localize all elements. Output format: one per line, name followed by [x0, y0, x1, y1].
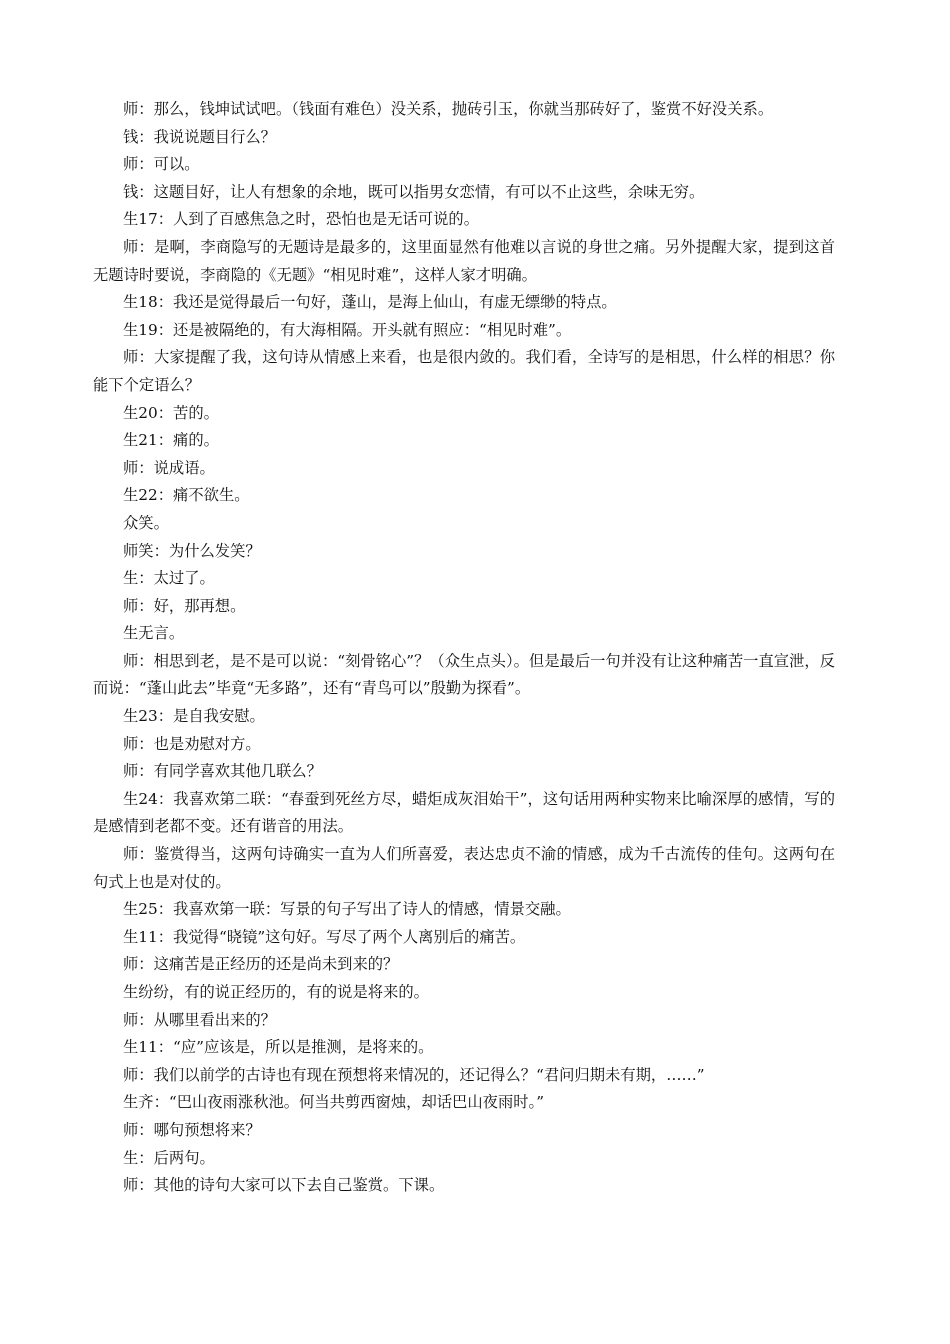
paragraph: 生20：苦的。 — [123, 403, 219, 422]
paragraph: 钱：我说说题目行么？ — [123, 127, 276, 146]
paragraph: 众笑。 — [123, 513, 169, 532]
paragraph: 师笑：为什么发笑？ — [123, 541, 261, 560]
paragraph: 师：鉴赏得当，这两句诗确实一直为人们所喜爱，表达忠贞不渝的情感，成为千古流传的佳句。这两句在句式上也是对仗的。 — [93, 845, 835, 891]
paragraph: 生17：人到了百感焦急之时，恐怕也是无话可说的。 — [123, 210, 479, 229]
paragraph: 师：可以。 — [123, 155, 200, 174]
paragraph: 师：有同学喜欢其他几联么？ — [123, 762, 322, 781]
paragraph: 师：也是劝慰对方。 — [123, 734, 261, 753]
paragraph: 师：哪句预想将来？ — [123, 1120, 261, 1139]
paragraph: 生齐：“巴山夜雨涨秋池。何当共剪西窗烛，却话巴山夜雨时。” — [123, 1093, 545, 1112]
paragraph: 师：其他的诗句大家可以下去自己鉴赏。下课。 — [123, 1176, 445, 1195]
document-body — [93, 96, 835, 1200]
paragraph: 生21：痛的。 — [123, 431, 219, 450]
paragraph: 师：那么，钱坤试试吧。（钱面有难色）没关系，抛砖引玉，你就当那砖好了，鉴赏不好没关系。 — [123, 100, 774, 118]
paragraph: 钱：这题目好，让人有想象的余地，既可以指男女恋情，有可以不止这些，余味无穷。 — [123, 182, 705, 201]
paragraph: 生23：是自我安慰。 — [123, 707, 265, 726]
paragraph: 生18：我还是觉得最后一句好，蓬山，是海上仙山，有虚无缥缈的特点。 — [123, 293, 617, 312]
paragraph: 师：是啊，李商隐写的无题诗是最多的，这里面显然有他难以言说的身世之痛。另外提醒大家，提到这首无题诗时要说，李商隐的《无题》“相见时难”，这样人家才明确。 — [93, 237, 835, 284]
paragraph: 生11：我觉得“晓镜”这句好。写尽了两个人离别后的痛苦。 — [123, 927, 526, 946]
paragraph: 师：相思到老，是不是可以说：“刻骨铭心”？（众生点头）。但是最后一句并没有让这种痛苦一直宣泄，反而说：“蓬山此去”毕竟“无多路”，还有“青鸟可以”殷勤为探看”。 — [93, 651, 835, 698]
paragraph: 师：从哪里看出来的？ — [123, 1010, 276, 1029]
paragraph: 师：说成语。 — [123, 458, 215, 477]
paragraph: 师：我们以前学的古诗也有现在预想将来情况的，还记得么？“君问归期未有期，……” — [123, 1065, 705, 1084]
paragraph: 生25：我喜欢第一联：写景的句子写出了诗人的情感，情景交融。 — [123, 900, 571, 919]
paragraph: 生22：痛不欲生。 — [123, 486, 250, 505]
paragraph: 生：太过了。 — [123, 569, 215, 588]
paragraph: 师：大家提醒了我，这句诗从情感上来看，也是很内敛的。我们看，全诗写的是相思，什么样的相思？你能下个定语么？ — [93, 348, 835, 394]
paragraph: 生11：“应”应该是，所以是推测，是将来的。 — [123, 1038, 434, 1057]
paragraph: 生无言。 — [123, 624, 185, 643]
paragraph: 师：这痛苦是正经历的还是尚未到来的？ — [123, 955, 399, 974]
paragraph: 生24：我喜欢第二联：“春蚕到死丝方尽，蜡炬成灰泪始干”，这句话用两种实物来比喻深厚的感情，写的是感情到老都不变。还有谐音的用法。 — [93, 789, 835, 836]
paragraph: 生：后两句。 — [123, 1148, 215, 1167]
paragraph: 师：好，那再想。 — [123, 596, 246, 615]
paragraph: 生纷纷，有的说正经历的，有的说是将来的。 — [123, 983, 429, 1001]
paragraph: 生19：还是被隔绝的，有大海相隔。开头就有照应：“相见时难”。 — [123, 320, 572, 339]
